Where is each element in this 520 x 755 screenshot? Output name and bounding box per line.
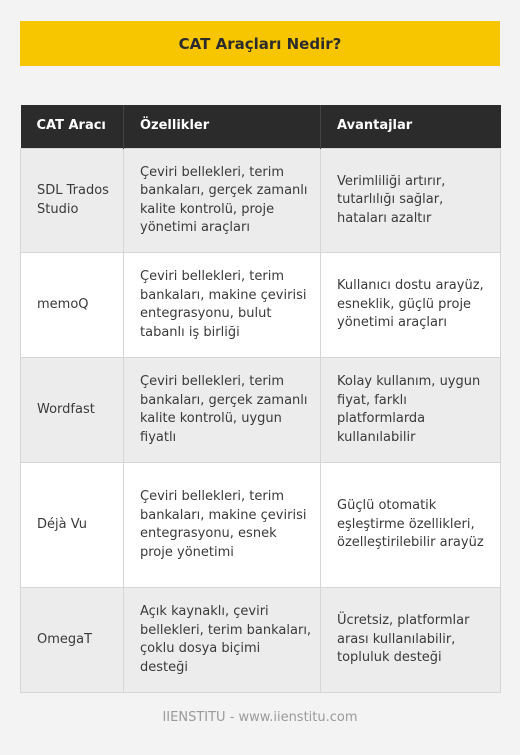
cell-tool: memoQ [21, 253, 124, 358]
cell-advantages: Ücretsiz, platformlar arası kullanılabilir, topluluk desteği [321, 588, 501, 693]
header-features: Özellikler [124, 105, 321, 149]
cell-features: Çeviri bellekleri, terim bankaları, makine çevirisi entegrasyonu, bulut tabanlı iş birliği [124, 253, 321, 358]
cell-advantages: Güçlü otomatik eşleştirme özellikleri, özelleştirilebilir arayüz [321, 463, 501, 588]
table-header-row [21, 105, 501, 149]
page-title: CAT Araçları Nedir? [20, 21, 500, 66]
header-advantages: Avantajlar [321, 105, 501, 149]
cell-features: Çeviri bellekleri, terim bankaları, gerçek zamanlı kalite kontrolü, proje yönetimi araçları [124, 149, 321, 253]
cell-advantages: Kolay kullanım, uygun fiyat, farklı platformlarda kullanılabilir [321, 358, 501, 463]
table-row [21, 358, 501, 463]
table-row [21, 463, 501, 588]
cell-tool: Déjà Vu [21, 463, 124, 588]
footer-credit: IIENSTITU - www.iienstitu.com [162, 710, 358, 725]
table-row [21, 253, 501, 358]
cell-features: Çeviri bellekleri, terim bankaları, gerçek zamanlı kalite kontrolü, uygun fiyatlı [124, 358, 321, 463]
cell-tool: Wordfast [21, 358, 124, 463]
cell-advantages: Kullanıcı dostu arayüz, esneklik, güçlü proje yönetimi araçları [321, 253, 501, 358]
cell-tool: OmegaT [21, 588, 124, 693]
cell-features: Açık kaynaklı, çeviri bellekleri, terim bankaları, çoklu dosya biçimi desteği [124, 588, 321, 693]
cell-tool: SDL Trados Studio [21, 149, 124, 253]
cell-features: Çeviri bellekleri, terim bankaları, makine çevirisi entegrasyonu, esnek proje yönetimi [124, 463, 321, 588]
table-row [21, 588, 501, 693]
cat-tools-table [20, 105, 501, 693]
header-tool: CAT Aracı [21, 105, 124, 149]
table-row [21, 149, 501, 253]
cell-advantages: Verimliliği artırır, tutarlılığı sağlar, hataları azaltır [321, 149, 501, 253]
